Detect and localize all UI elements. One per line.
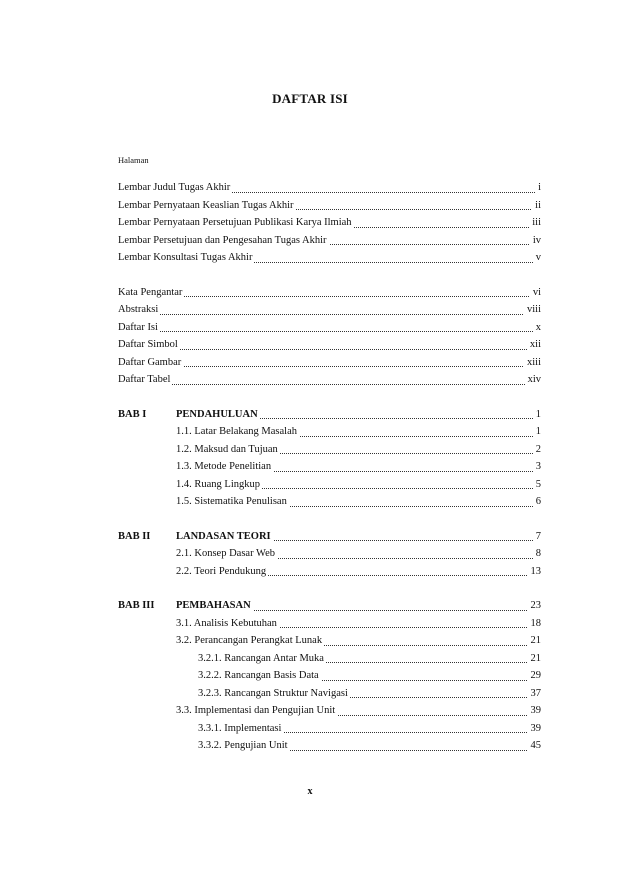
toc-entry-text: Daftar Isi <box>118 319 160 337</box>
page-title: DAFTAR ISI <box>272 91 348 106</box>
table-of-contents <box>118 179 541 755</box>
chapter-label: BAB II <box>118 530 151 542</box>
toc-row <box>118 632 541 650</box>
toc-row <box>118 476 541 494</box>
toc-page-number: iv <box>530 232 541 250</box>
toc-entry-text: 1.2. Maksud dan Tujuan <box>176 441 280 459</box>
toc-page-number: 8 <box>533 545 541 563</box>
toc-entry-text: 3.2.2. Rancangan Basis Data <box>198 667 321 685</box>
toc-row <box>118 650 541 668</box>
toc-row <box>118 685 541 703</box>
toc-entry-text: Abstraksi <box>118 301 160 319</box>
toc-entry-text: 3.3. Implementasi dan Pengujian Unit <box>176 702 337 720</box>
toc-page-number: 23 <box>528 597 542 615</box>
toc-entry-text: 3.3.2. Pengujian Unit <box>198 737 290 755</box>
toc-entry-text: Daftar Gambar <box>118 354 183 372</box>
toc-page-number: 3 <box>533 458 541 476</box>
toc-entry-text: Daftar Tabel <box>118 371 172 389</box>
toc-row <box>118 232 541 250</box>
chapter-row <box>118 406 541 424</box>
toc-page-number: 39 <box>528 702 542 720</box>
toc-row <box>118 563 541 581</box>
chapter-label: BAB I <box>118 408 147 420</box>
toc-row <box>118 284 541 302</box>
toc-entry-text: Lembar Persetujuan dan Pengesahan Tugas Akhir <box>118 232 329 250</box>
toc-row <box>118 423 541 441</box>
toc-row <box>118 197 541 215</box>
toc-page-number: vi <box>530 284 541 302</box>
dot-leader <box>118 384 541 385</box>
toc-page-number: viii <box>524 301 541 319</box>
toc-page-number: 7 <box>533 528 541 546</box>
toc-page-number: x <box>533 319 541 337</box>
toc-row <box>118 458 541 476</box>
chapter-row <box>118 597 541 615</box>
dot-leader <box>118 349 541 350</box>
toc-page-number: 1 <box>533 406 541 424</box>
toc-row <box>118 371 541 389</box>
toc-entry-text: 1.3. Metode Penelitian <box>176 458 273 476</box>
toc-row <box>118 702 541 720</box>
toc-row <box>118 545 541 563</box>
toc-page-number: iii <box>529 214 541 232</box>
toc-page-number: xii <box>527 336 541 354</box>
toc-page-number: 18 <box>528 615 542 633</box>
toc-row <box>118 336 541 354</box>
toc-row <box>118 301 541 319</box>
toc-row <box>118 615 541 633</box>
toc-row <box>118 249 541 267</box>
toc-page-number: xiv <box>525 371 541 389</box>
toc-row <box>118 179 541 197</box>
toc-row <box>118 441 541 459</box>
chapter-label: BAB III <box>118 600 155 611</box>
toc-row <box>118 737 541 755</box>
toc-entry-text: 3.2.3. Rancangan Struktur Navigasi <box>198 685 350 703</box>
toc-page-number: i <box>535 179 541 197</box>
toc-row <box>118 720 541 738</box>
toc-page-number: 45 <box>528 737 542 755</box>
toc-entry-text: Kata Pengantar <box>118 284 184 302</box>
toc-entry-text: 1.1. Latar Belakang Masalah <box>176 423 299 441</box>
toc-page-number: 37 <box>528 685 542 703</box>
chapter-title: PEMBAHASAN <box>176 597 253 615</box>
dot-leader <box>118 314 541 315</box>
halaman-label: Halaman <box>118 155 149 165</box>
toc-entry-text: 3.2.1. Rancangan Antar Muka <box>198 650 326 668</box>
toc-page-number: xiii <box>524 354 541 372</box>
dot-leader <box>118 331 541 332</box>
toc-entry-text: Lembar Judul Tugas Akhir <box>118 179 232 197</box>
toc-page-number: 29 <box>528 667 542 685</box>
toc-page-number: 13 <box>528 563 542 581</box>
toc-page-number: ii <box>532 197 541 215</box>
toc-row <box>118 319 541 337</box>
toc-row <box>118 354 541 372</box>
toc-page-number: 39 <box>528 720 542 738</box>
chapter-title: LANDASAN TEORI <box>176 528 273 546</box>
toc-page-number: 21 <box>528 650 542 668</box>
toc-page-number: 6 <box>533 493 541 511</box>
toc-entry-text: 3.3.1. Implementasi <box>198 720 283 738</box>
toc-page-number: 2 <box>533 441 541 459</box>
chapter-row <box>118 528 541 546</box>
toc-entry-text: 3.2. Perancangan Perangkat Lunak <box>176 632 324 650</box>
toc-entry-text: 1.4. Ruang Lingkup <box>176 476 262 494</box>
toc-page-number: 5 <box>533 476 541 494</box>
toc-row <box>118 214 541 232</box>
toc-entry-text: 3.1. Analisis Kebutuhan <box>176 615 279 633</box>
toc-entry-text: 1.5. Sistematika Penulisan <box>176 493 289 511</box>
toc-row <box>118 493 541 511</box>
chapter-title: PENDAHULUAN <box>176 406 260 424</box>
page-number: x <box>307 786 313 797</box>
toc-entry-text: Lembar Konsultasi Tugas Akhir <box>118 249 254 267</box>
toc-entry-text: 2.1. Konsep Dasar Web <box>176 545 277 563</box>
toc-entry-text: Lembar Pernyataan Persetujuan Publikasi Karya Ilmiah <box>118 214 354 232</box>
toc-page-number: 21 <box>528 632 542 650</box>
toc-page-number: v <box>533 249 541 267</box>
toc-entry-text: Lembar Pernyataan Keaslian Tugas Akhir <box>118 197 296 215</box>
toc-entry-text: 2.2. Teori Pendukung <box>176 563 268 581</box>
toc-page-number: 1 <box>533 423 541 441</box>
toc-row <box>118 667 541 685</box>
toc-entry-text: Daftar Simbol <box>118 336 180 354</box>
